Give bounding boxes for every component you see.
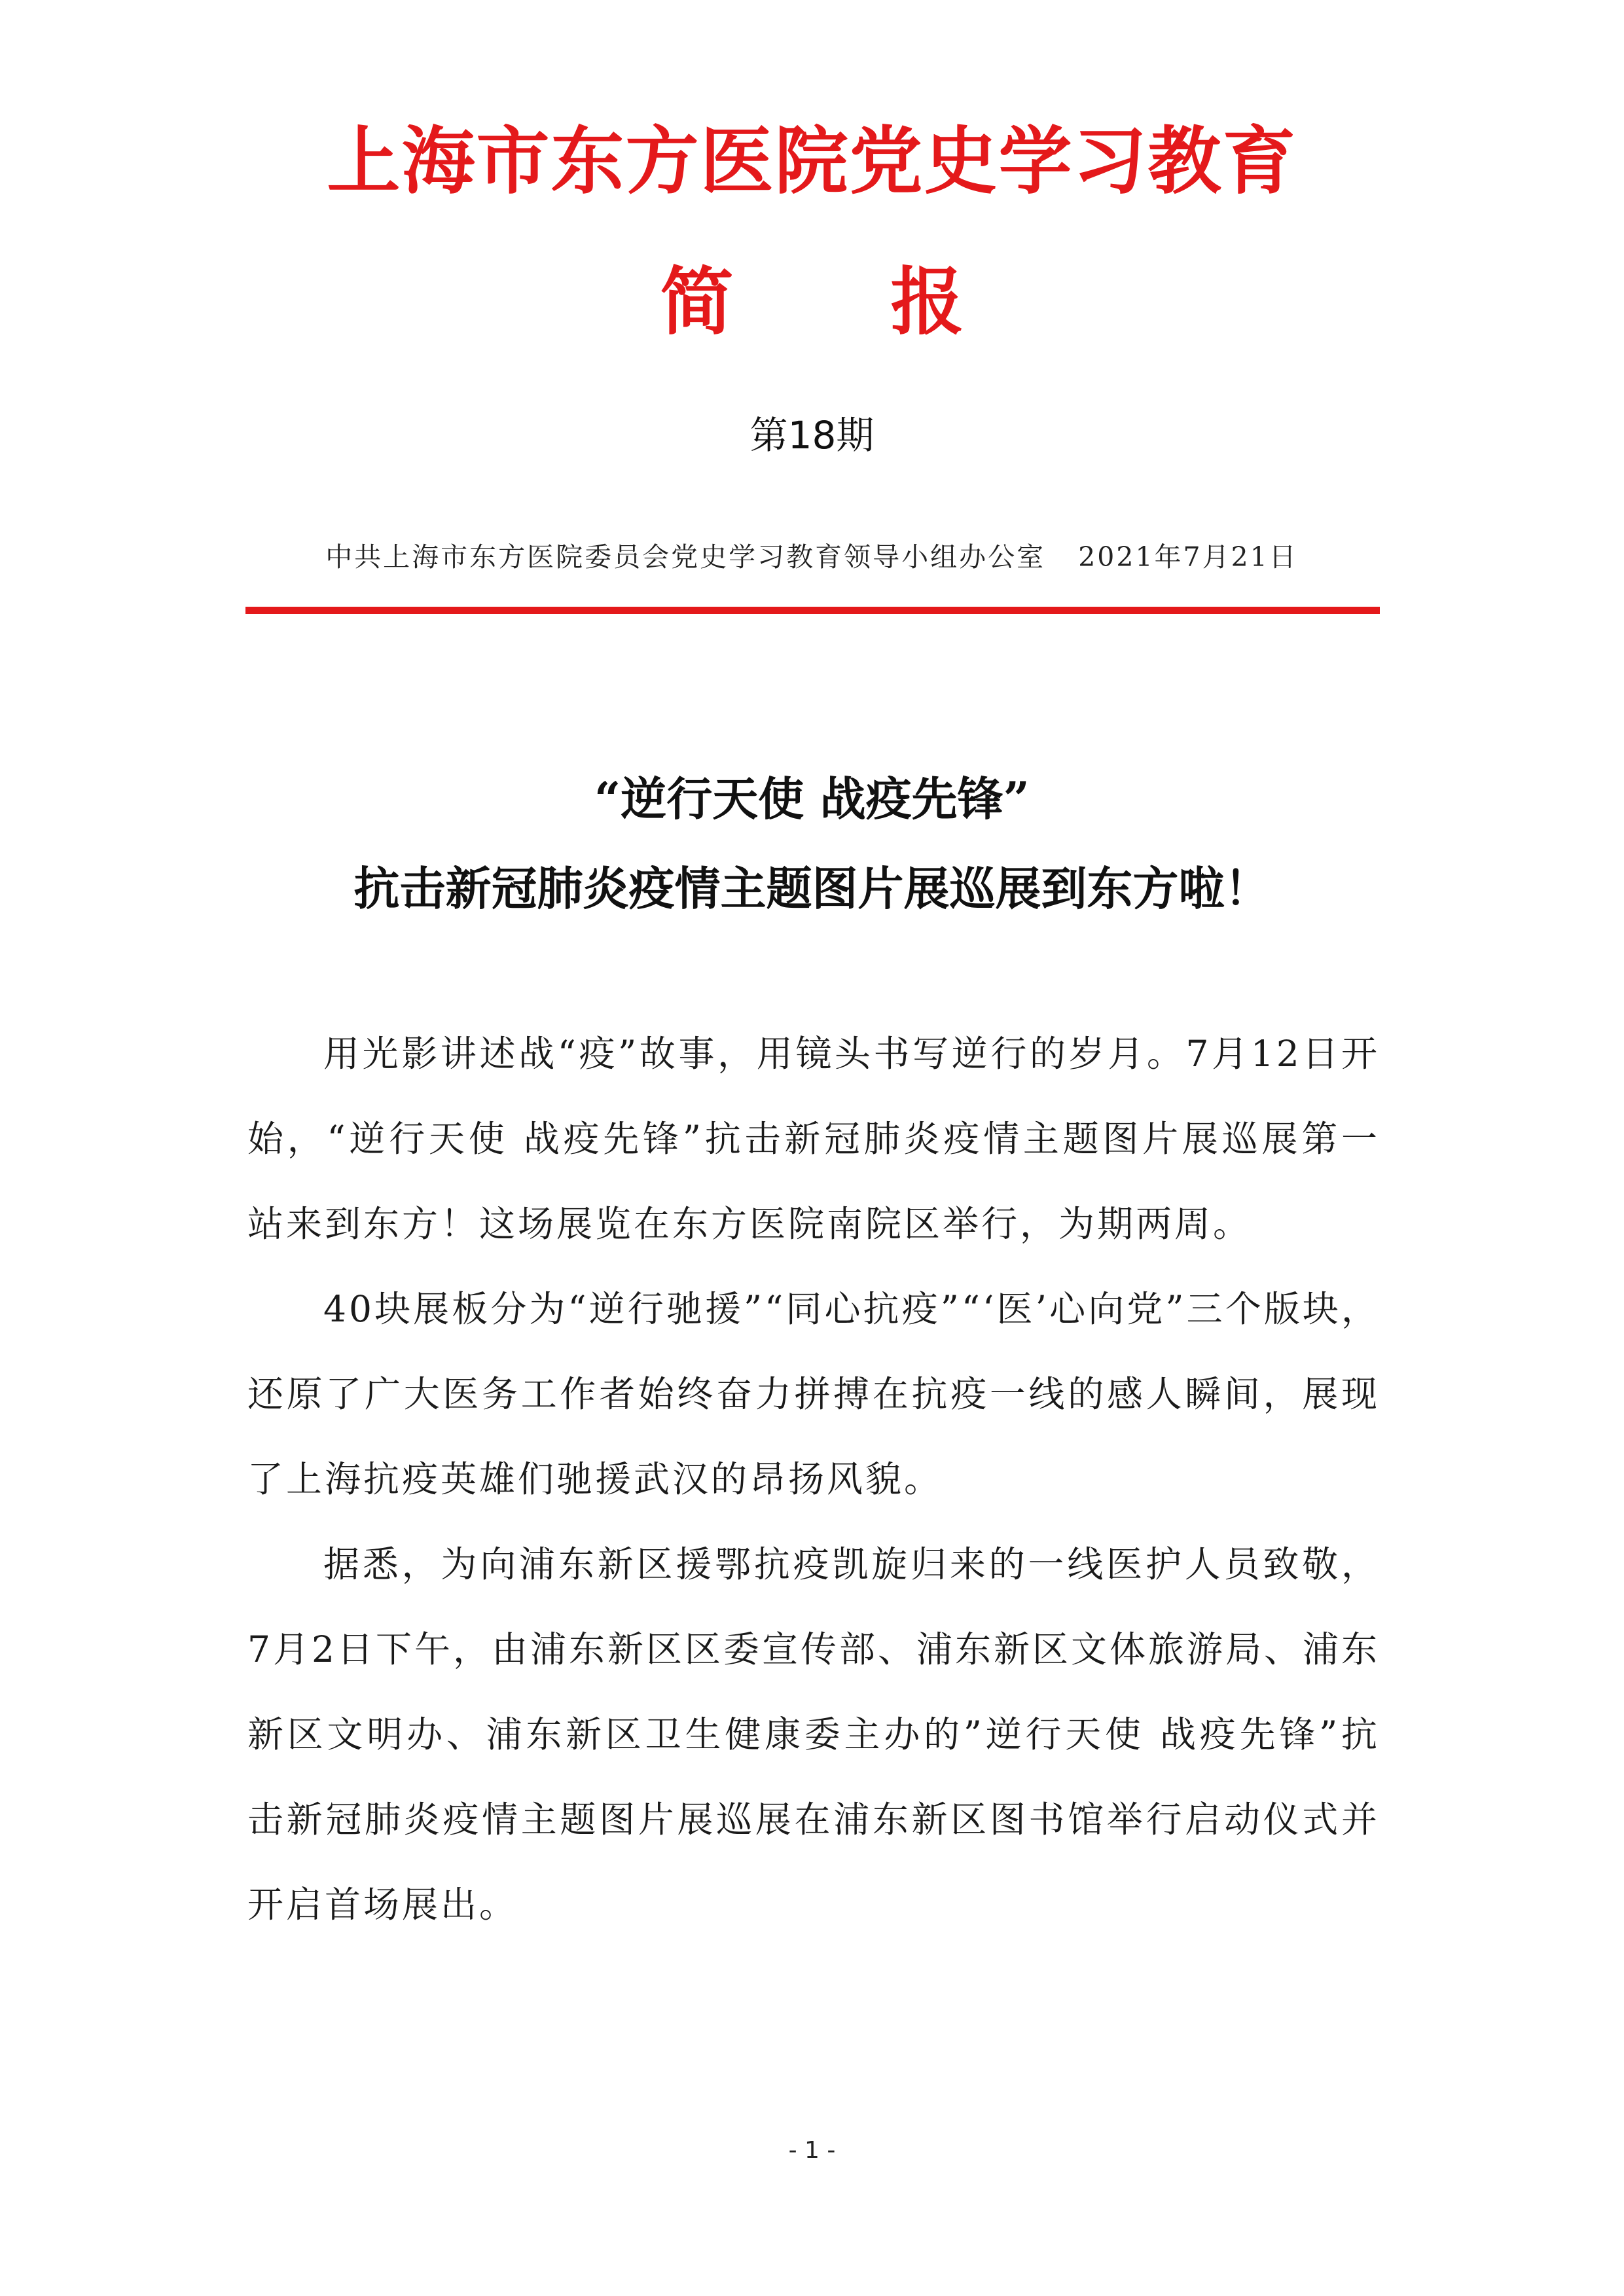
article-headline-line1: “逆行天使 战疫先锋” [594, 772, 1030, 826]
issuer-office: 中共上海市东方医院委员会党史学习教育领导小组办公室 [325, 541, 1046, 573]
article-body [247, 1011, 1380, 1947]
masthead-subtitle [0, 259, 1624, 346]
issuer-line [245, 535, 1378, 574]
article-paragraph: 据悉，为向浦东新区援鄂抗疫凯旋归来的一线医护人员致敬，7月2日下午，由浦东新区区委宣传部、浦东新区文体旅游局、浦东新区文明办、浦东新区卫生健康委主办的”逆行天使 战疫先锋”抗击新冠肺炎疫情主题图片展巡展在浦东新区图书馆举行启动仪式并开启首场展出。 [247, 1543, 1380, 1926]
red-divider-rule [245, 607, 1380, 614]
page-number: - 1 - [788, 2137, 836, 2164]
article-paragraph: 40块展板分为“逆行驰援”“同心抗疫”“‘医’心向党”三个版块，还原了广大医务工作者始终奋力拼搏在抗疫一线的感人瞬间，展现了上海抗疫英雄们驰援武汉的昂扬风貌。 [247, 1288, 1380, 1500]
masthead-subtitle-right: 报 [890, 259, 964, 345]
article-paragraph: 用光影讲述战“疫”故事，用镜头书写逆行的岁月。7月12日开始，“逆行天使 战疫先锋”抗击新冠肺炎疫情主题图片展巡展第一站来到东方！这场展览在东方医院南院区举行，为期两周。 [247, 1033, 1380, 1245]
issue-date: 2021年7月21日 [1078, 541, 1298, 573]
masthead-title: 上海市东方医院党史学习教育 [327, 118, 1297, 204]
issue-number: 第18期 [749, 413, 875, 457]
masthead-subtitle-left: 简 [660, 259, 734, 345]
article-headline-line2: 抗击新冠肺炎疫情主题图片展巡展到东方啦！ [353, 861, 1271, 916]
